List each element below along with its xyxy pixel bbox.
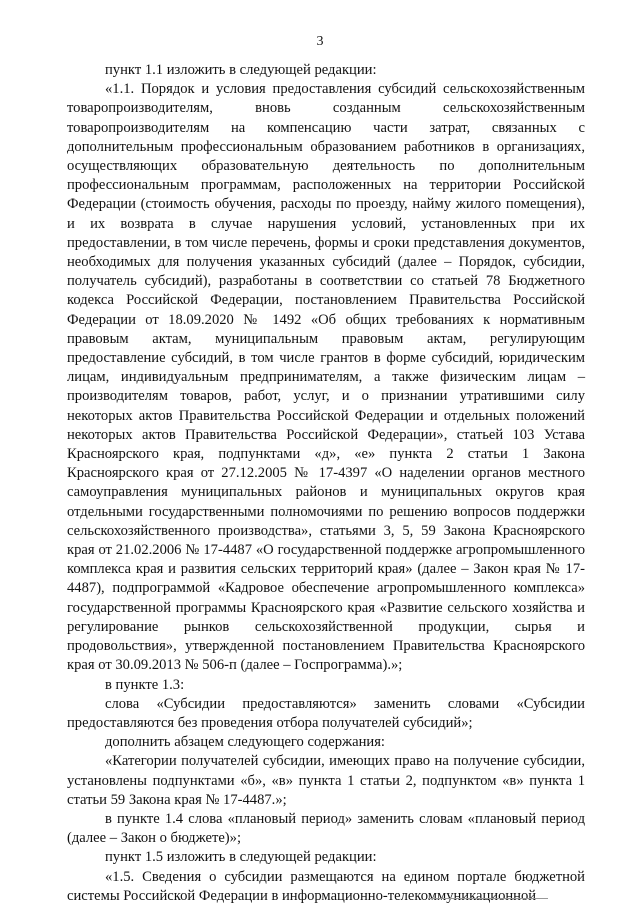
paragraph-replace-words: слова «Субсидии предоставляются» заменить словами «Субсидии предоставляются без проведения отбора получателей субсидий»;: [67, 695, 585, 731]
footer-rule: [428, 898, 548, 899]
paragraph-1-1-text: «1.1. Порядок и условия предоставления субсидий сельскохозяйственным товаропроизводителям, вновь созданным сельскохозяйственным товаропроизводителям на компенсацию части затрат, связанных с дополнительным профессиональным образованием работников в организациях, осуществляющих образовательную деятельность по дополнительным профессиональным программам, расположенных на территории Российской Федерации (стоимость обучения, расходы по проезду, найму жилого помещения), и их возврата в случае нарушения условий, установленных при их предоставлении, в том числе перечень, формы и сроки представления документов, необходимых для получения указанных субсидий (далее – Порядок, субсидии, получатель субсидий), разработаны в соответствии со статьей 78 Бюджетного кодекса Российской Федерации, постановлением Правительства Российской Федерации от 18.09.2020 № 1492 «Об общих требованиях к нормативным правовым актам, муниципальным правовым актам, регулирующим предоставление субсидий, в том числе грантов в форме субсидий, юридическим лицам, индивидуальным предпринимателям, а также физическим лицам – производителям товаров, работ, услуг, и о признании утратившими силу некоторых актов Правительства Российской Федерации и отдельных положений некоторых актов Правительства Российской Федерации», статьей 103 Устава Красноярского края, подпунктами «д», «е» пункта 2 статьи 1 Закона Красноярского края от 27.12.2005 № 17-4397 «О наделении органов местного самоуправления муниципальных районов и муниципальных округов края отдельными государственными полномочиями по решению вопросов поддержки сельскохозяйственного производства», статьями 3, 5, 59 Закона Красноярского края от 21.02.2006 № 17-4487 «О государственной поддержке агропромышленного комплекса края и развития сельских территорий края» (далее – Закон края № 17-4487), подпрограммой «Кадровое обеспечение агропромышленного комплекса» государственной программы Красноярского края «Развитие сельского хозяйства и регулирование рынков сельскохозяйственной продукции, сырья и продовольствия», утвержденной постановлением Правительства Красноярского края от 30.09.2013 № 506-п (далее – Госпрограмма).»;: [67, 81, 585, 674]
paragraph-categories: «Категории получателей субсидии, имеющих право на получение субсидии, установлены подпунктами «б», «в» пункта 1 статьи 2, подпунктом «в» пункта 1 статьи 59 Закона края № 17-4487.»;: [67, 753, 585, 808]
document-body: [67, 61, 585, 906]
paragraph-1-4: в пункте 1.4 слова «плановый период» заменить словам «плановый период (далее – Закон о бюджете)»;: [67, 810, 585, 847]
paragraph-in-1-3: в пункте 1.3:: [105, 676, 185, 693]
paragraph-add-paragraph: дополнить абзацем следующего содержания:: [105, 734, 385, 751]
paragraph-amend-1-1: пункт 1.1 изложить в следующей редакции:: [105, 62, 377, 78]
paragraph-amend-1-5: пункт 1.5 изложить в следующей редакции:: [105, 849, 377, 866]
page-number: 3: [316, 34, 324, 49]
paragraph-1-5-text: «1.5. Сведения о субсидии размещаются на едином портале бюджетной системы Российской Федерации в информационно-телекоммуникационной: [67, 868, 585, 904]
